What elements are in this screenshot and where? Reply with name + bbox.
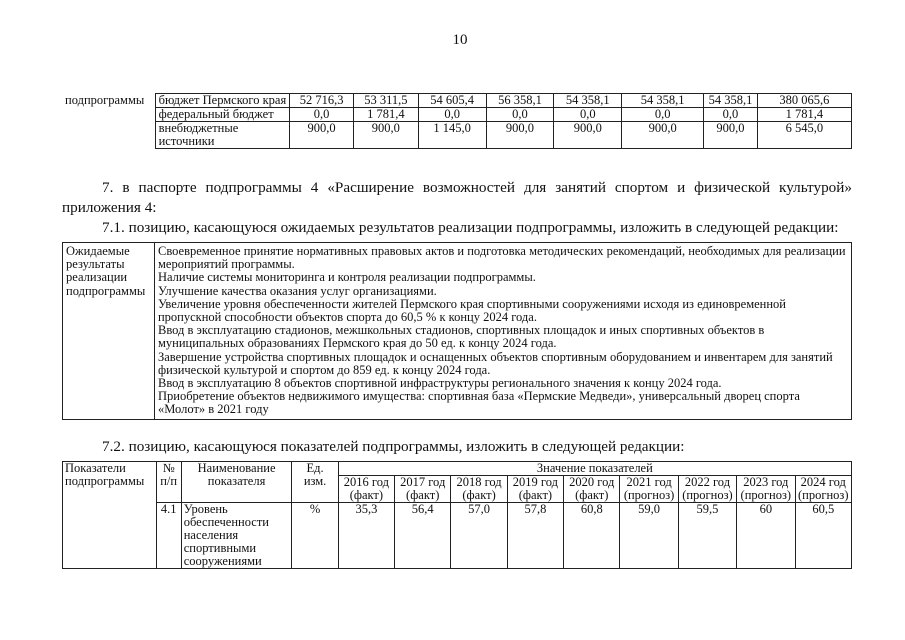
value-cell: 900,0 bbox=[622, 122, 704, 149]
year-header: 2017 год (факт) bbox=[395, 476, 451, 503]
value-cell: 54 358,1 bbox=[704, 94, 758, 108]
value-cell: 900,0 bbox=[290, 122, 354, 149]
result-item: Улучшение качества оказания услуг организациями. bbox=[157, 283, 437, 298]
row-name: Уровень обеспеченности населения спортивными сооружениями bbox=[181, 503, 292, 569]
value-cell: 35,3 bbox=[338, 503, 394, 569]
value-cell: 57,8 bbox=[507, 503, 563, 569]
value-cell: 57,0 bbox=[451, 503, 507, 569]
col-values-header: Значение показателей bbox=[338, 462, 851, 476]
indicators-label: Показатели подпрограммы bbox=[63, 462, 157, 569]
paragraph-7-1: 7.1. позицию, касающуюся ожидаемых результатов реализации подпрограммы, изложить в следующей редакции: bbox=[102, 219, 839, 236]
table-row bbox=[63, 503, 852, 569]
result-item: Наличие системы мониторинга и контроля реализации подпрограммы. bbox=[157, 270, 536, 285]
total-cell: 6 545,0 bbox=[757, 122, 851, 149]
row-header: подпрограммы bbox=[62, 94, 155, 108]
year-header: 2022 год (прогноз) bbox=[678, 476, 736, 503]
value-cell: 56,4 bbox=[395, 503, 451, 569]
result-item: Увеличение уровня обеспеченности жителей Пермского края спортивными сооружениями исходя из единовременной пропускной способности объектов спорта до 60,5 % к концу 2024 года. bbox=[157, 296, 786, 325]
value-cell: 900,0 bbox=[353, 122, 418, 149]
year-header: 2024 год (прогноз) bbox=[795, 476, 852, 503]
result-item: Ввод в эксплуатацию стадионов, межшкольных стадионов, спортивных площадок и иных спортивных объектов в муниципальных образованиях Пермского края до 50 ед. к концу 2024 года. bbox=[157, 323, 765, 351]
results-table bbox=[62, 242, 852, 420]
value-cell: 60 bbox=[737, 503, 795, 569]
value-cell: 54 358,1 bbox=[554, 94, 622, 108]
result-item: Своевременное принятие нормативных правовых актов и подготовка методических рекомендаций, необходимых для реализации мероприятий программы. bbox=[157, 244, 846, 272]
value-cell: 0,0 bbox=[554, 108, 622, 122]
value-cell: 52 716,3 bbox=[290, 94, 354, 108]
value-cell: 59,0 bbox=[620, 503, 678, 569]
value-cell: 1 145,0 bbox=[418, 122, 486, 149]
value-cell: 0,0 bbox=[622, 108, 704, 122]
indicators-table bbox=[62, 461, 852, 569]
budget-table bbox=[62, 93, 852, 149]
results-label: Ожидаемые результаты реализации подпрограммы bbox=[63, 243, 155, 420]
value-cell: 0,0 bbox=[486, 108, 554, 122]
year-header: 2023 год (прогноз) bbox=[737, 476, 795, 503]
value-cell: 0,0 bbox=[418, 108, 486, 122]
source-label: бюджет Пермского края bbox=[155, 94, 290, 108]
value-cell: 900,0 bbox=[554, 122, 622, 149]
col-unit-header: Ед. изм. bbox=[292, 462, 338, 503]
value-cell: 53 311,5 bbox=[353, 94, 418, 108]
page-number: 10 bbox=[452, 32, 468, 48]
paragraph-7: 7. в паспорте подпрограммы 4 «Расширение возможностей для занятий спортом и физической культурой» приложения 4: bbox=[62, 179, 852, 216]
total-cell: 380 065,6 bbox=[757, 94, 851, 108]
col-no-header: № п/п bbox=[156, 462, 181, 503]
budget-row bbox=[62, 122, 852, 149]
value-cell: 900,0 bbox=[704, 122, 758, 149]
row-no: 4.1 bbox=[156, 503, 181, 569]
budget-row bbox=[62, 108, 852, 122]
value-cell: 900,0 bbox=[486, 122, 554, 149]
results-list bbox=[154, 243, 851, 420]
year-header: 2018 год (факт) bbox=[451, 476, 507, 503]
value-cell: 0,0 bbox=[290, 108, 354, 122]
value-cell: 1 781,4 bbox=[353, 108, 418, 122]
value-cell: 60,5 bbox=[795, 503, 852, 569]
year-header: 2019 год (факт) bbox=[507, 476, 563, 503]
result-item: Завершение устройства спортивных площадок и оснащенных объектов спортивным оборудованием и инвентарем для занятий физической культурой и спортом до 859 ед. к концу 2024 года. bbox=[157, 349, 833, 377]
budget-row bbox=[62, 94, 852, 108]
year-header: 2016 год (факт) bbox=[338, 476, 394, 503]
source-label: федеральный бюджет bbox=[155, 108, 290, 122]
total-cell: 1 781,4 bbox=[757, 108, 851, 122]
value-cell: 0,0 bbox=[704, 108, 758, 122]
value-cell: 54 358,1 bbox=[622, 94, 704, 108]
value-cell: 54 605,4 bbox=[418, 94, 486, 108]
result-item: Ввод в эксплуатацию 8 объектов спортивной инфраструктуры регионального значения к концу 2024 года. bbox=[157, 376, 722, 391]
row-unit: % bbox=[292, 503, 338, 569]
col-name-header: Наименование показателя bbox=[181, 462, 292, 503]
year-header: 2021 год (прогноз) bbox=[620, 476, 678, 503]
result-item: Приобретение объектов недвижимого имущества: спортивная база «Пермские Медведи», универсальный дворец спорта «Молот» в 2021 году bbox=[157, 389, 800, 417]
value-cell: 59,5 bbox=[678, 503, 736, 569]
source-label: внебюджетные источники bbox=[155, 122, 290, 149]
year-header: 2020 год (факт) bbox=[564, 476, 620, 503]
value-cell: 60,8 bbox=[564, 503, 620, 569]
paragraph-7-2: 7.2. позицию, касающуюся показателей подпрограммы, изложить в следующей редакции: bbox=[102, 438, 685, 455]
value-cell: 56 358,1 bbox=[486, 94, 554, 108]
